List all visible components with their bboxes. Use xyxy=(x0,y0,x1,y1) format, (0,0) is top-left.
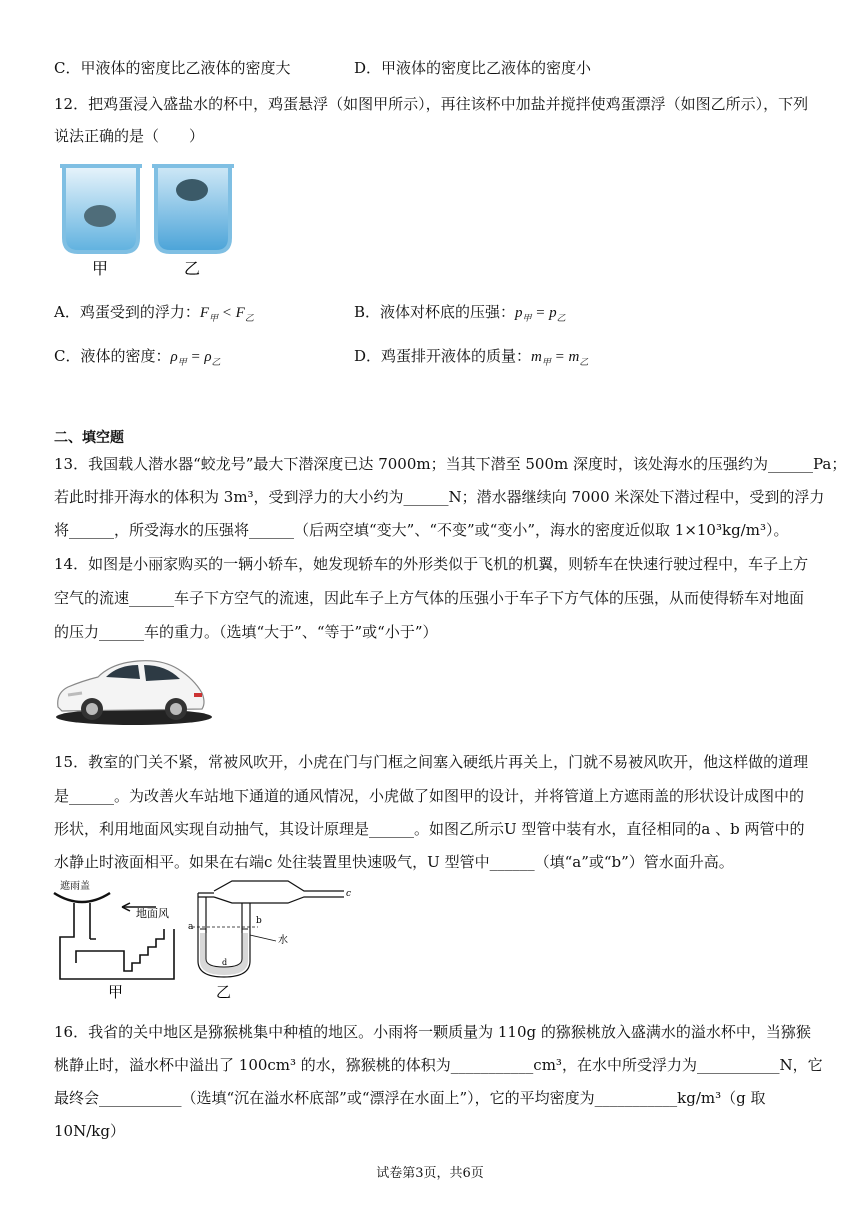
beaker-yi xyxy=(152,166,234,252)
q12-option-a: A．鸡蛋受到的浮力：$F_甲 < F_乙$ xyxy=(54,303,254,323)
q13-line1: 13．我国载人潜水器“蛟龙号”最大下潜深度已达 7000m；当其下潜至 500m 深度时，该处海水的压强约为______Pa； xyxy=(54,455,847,473)
beaker-jia xyxy=(60,166,142,252)
label-a: a xyxy=(188,922,194,932)
q14-line1: 14．如图是小丽家购买的一辆小轿车，她发现轿车的外形类似于飞机的机翼，则轿车在快速行驶过程中，车子上方 xyxy=(54,555,809,573)
q15-line2: 是______。为改善火车站地下通道的通风情况，小虎做了如图甲的设计，并将管道上方遮雨盖的形状设计成图中的 xyxy=(54,787,805,805)
label-d: d xyxy=(222,958,228,967)
q15-line4: 水静止时液面相平。如果在右端c 处往装置里快速吸气，U 型管中______（填“a”或“b”）管水面升高。 xyxy=(54,853,734,871)
label-c: c xyxy=(346,889,352,899)
q15-line3: 形状，利用地面风实现自动抽气，其设计原理是______。如图乙所示U 型管中装有水，直径相同的a 、b 两管中的 xyxy=(54,820,805,838)
label-jia-15: 甲 xyxy=(108,983,124,999)
egg-jia xyxy=(84,205,116,227)
q12-stem-line1: 12．把鸡蛋浸入盛盐水的杯中，鸡蛋悬浮（如图甲所示），再往该杯中加盐并搅拌使鸡蛋漂浮（如图乙所示），下列 xyxy=(54,95,809,113)
rain-cover xyxy=(54,893,110,902)
car-figure xyxy=(52,655,212,727)
label-water: 水 xyxy=(278,935,288,946)
q12-option-c: C．液体的密度：$\rho_甲 = \rho_乙$ xyxy=(54,347,221,367)
q11-option-c: C．甲液体的密度比乙液体的密度大 xyxy=(54,59,291,77)
q11-option-d: D．甲液体的密度比乙液体的密度小 xyxy=(354,59,592,77)
q12-option-d: D．鸡蛋排开液体的质量：$m_甲 = m_乙$ xyxy=(354,347,589,367)
label-jia: 甲 xyxy=(92,259,109,278)
cover-label: 遮雨盖 xyxy=(60,881,90,892)
section-title: 二、填空题 xyxy=(54,430,124,446)
q13-line2: 若此时排开海水的体积为 3m³，受到浮力的大小约为______N；潜水器继续向 7000 米深处下潜过程中，受到的浮力 xyxy=(54,488,825,506)
label-yi-15: 乙 xyxy=(216,983,232,999)
q12-option-b: B．液体对杯底的压强：$p_甲 = p_乙$ xyxy=(354,303,566,323)
q14-line2: 空气的流速______车子下方空气的流速，因此车子上方气体的压强小于车子下方气体的压强，从而使得轿车对地面 xyxy=(54,589,805,607)
ventilation-figure-jia xyxy=(52,877,182,999)
q16-line3: 最终会___________（选填“沉在溢水杯底部”或“漂浮在水面上”），它的平均密度为___________kg/m³（g 取 xyxy=(54,1089,766,1107)
q16-line4: 10N/kg） xyxy=(54,1122,125,1140)
page-footer: 试卷第3页，共6页 xyxy=(376,1166,484,1181)
q16-line1: 16．我省的关中地区是猕猴桃集中种植的地区。小雨将一颗质量为 110g 的猕猴桃放入盛满水的溢水杯中，当猕猴 xyxy=(54,1023,811,1041)
q12-beaker-figure xyxy=(52,160,242,280)
q14-line3: 的压力______车的重力。（选填“大于”、“等于”或“小于”） xyxy=(54,623,438,641)
q12-stem-line2: 说法正确的是（ ） xyxy=(54,127,205,145)
egg-yi xyxy=(176,179,208,201)
q13-line3: 将______，所受海水的压强将______（后两空填“变大”、“不变”或“变小”，海水的密度近似取 1×10³kg/m³）。 xyxy=(54,521,789,539)
label-yi: 乙 xyxy=(184,259,201,278)
q16-line2: 桃静止时，溢水杯中溢出了 100cm³ 的水，猕猴桃的体积为___________cm³，在水中所受浮力为___________N，它 xyxy=(54,1056,823,1074)
q15-line1: 15．教室的门关不紧，常被风吹开，小虎在门与门框之间塞入硬纸片再关上，门就不易被风吹开，他这样做的道理 xyxy=(54,753,809,771)
label-b: b xyxy=(256,916,262,926)
u-tube-figure-yi xyxy=(184,877,352,999)
wind-label: 地面风 xyxy=(136,907,169,920)
